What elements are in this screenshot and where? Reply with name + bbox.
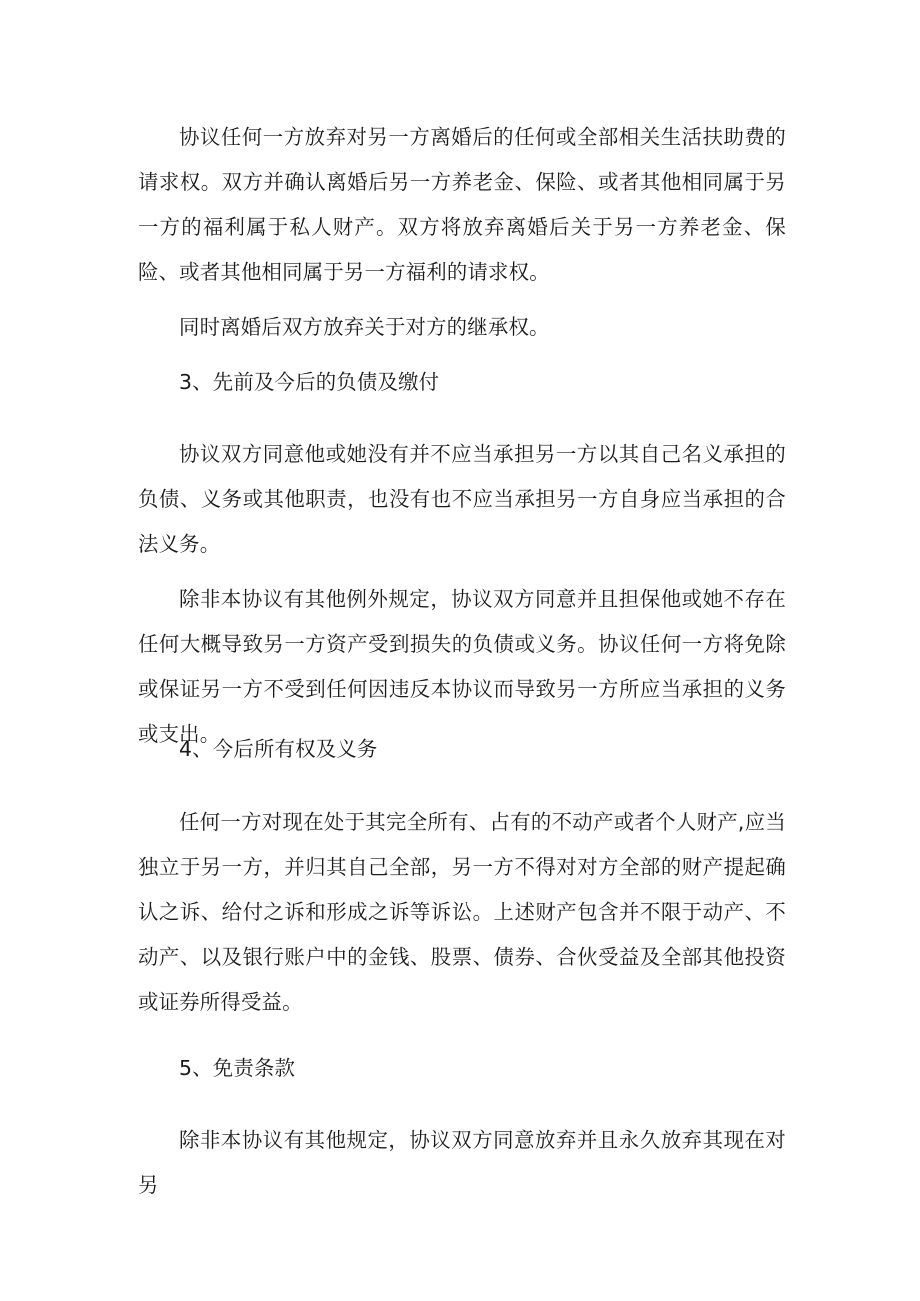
- paragraph-exemption: 除非本协议有其他规定，协议双方同意放弃并且永久放弃其现在对另: [138, 1128, 786, 1197]
- section-heading-4: 4、今后所有权及义务: [179, 737, 378, 761]
- section-heading-3: 3、先前及今后的负债及缴付: [179, 370, 440, 394]
- paragraph-alimony-waiver: 协议任何一方放弃对另一方离婚后的任何或全部相关生活扶助费的请求权。双方并确认离婚后另一方养老金、保险、或者其他相同属于另一方的福利属于私人财产。双方将放弃离婚后关于另一方养老金、保险、或者其他相同属于另一方福利的请求权。: [138, 125, 786, 284]
- paragraph-ownership: 任何一方对现在处于其完全所有、占有的不动产或者个人财产,应当独立于另一方，并归其自己全部，另一方不得对对方全部的财产提起确认之诉、给付之诉和形成之诉等诉讼。上述财产包含并不限于动产、不动产、以及银行账户中的金钱、股票、债券、合伙受益及全部其他投资或证券所得受益。: [138, 810, 786, 1014]
- section-heading-5: 5、免责条款: [179, 1056, 296, 1080]
- paragraph-inheritance-waiver: 同时离婚后双方放弃关于对方的继承权。: [179, 315, 550, 339]
- paragraph-guarantee: 除非本协议有其他例外规定，协议双方同意并且担保他或她不存在任何大概导致另一方资产受到损失的负债或义务。协议任何一方将免除或保证另一方不受到任何因违反本协议而导致另一方所应当承担的义务或支出。: [138, 587, 786, 746]
- paragraph-debts: 协议双方同意他或她没有并不应当承担另一方以其自己名义承担的负债、义务或其他职责，也没有也不应当承担另一方自身应当承担的合法义务。: [138, 442, 786, 556]
